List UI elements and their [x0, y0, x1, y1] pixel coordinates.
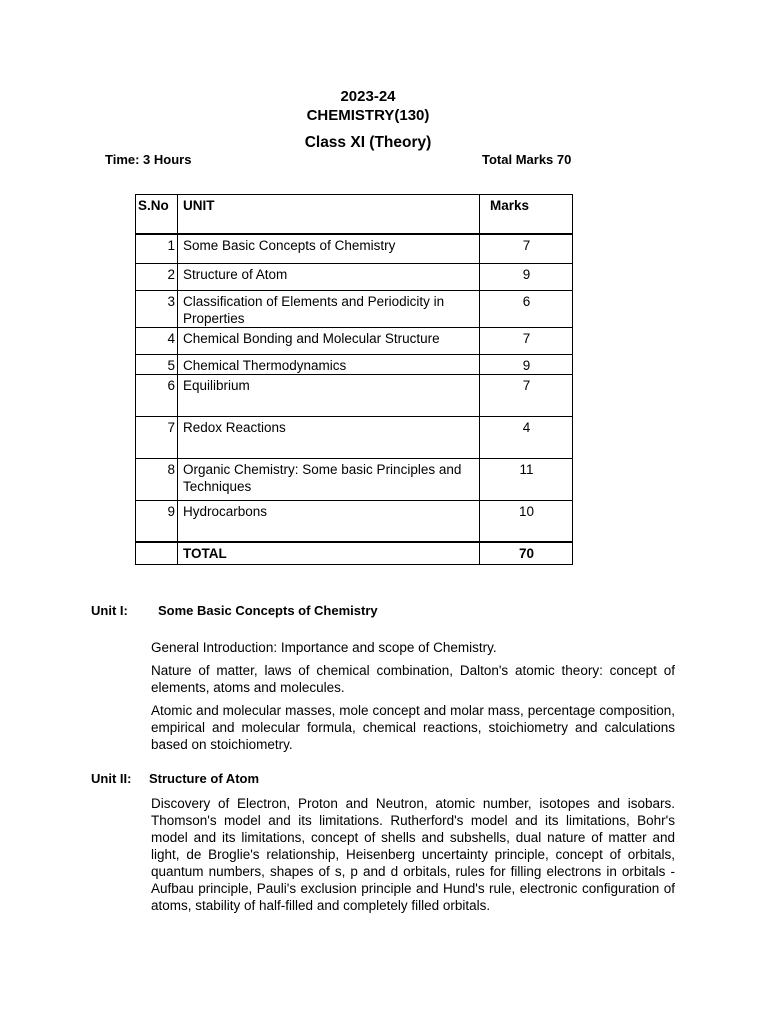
table-row [136, 263, 573, 290]
row-unit: Redox Reactions [178, 416, 480, 458]
exam-total-marks: Total Marks 70 [482, 152, 572, 167]
table-row [136, 500, 573, 542]
row-unit: Organic Chemistry: Some basic Principles and Techniques [178, 458, 480, 500]
exam-time: Time: 3 Hours [105, 152, 192, 167]
row-sno: 2 [136, 263, 178, 290]
header-marks: Marks [480, 195, 573, 235]
subject-title: CHEMISTRY(130) [306, 107, 430, 124]
row-marks: 6 [480, 290, 573, 327]
units-marks-table [135, 194, 573, 565]
row-marks: 10 [480, 500, 573, 542]
row-sno: 5 [136, 354, 178, 374]
total-label: TOTAL [178, 542, 480, 564]
total-sno-empty [136, 542, 178, 564]
table-header-row [136, 195, 573, 235]
row-unit: Structure of Atom [178, 263, 480, 290]
unit2-title: Structure of Atom [149, 771, 260, 786]
row-sno: 3 [136, 290, 178, 327]
row-marks: 7 [480, 234, 573, 263]
row-marks: 7 [480, 327, 573, 354]
row-marks: 9 [480, 354, 573, 374]
header-unit: UNIT [178, 195, 480, 235]
row-unit: Chemical Thermodynamics [178, 354, 480, 374]
unit2-paragraph: Discovery of Electron, Proton and Neutron, atomic number, isotopes and isobars. Thomson's model and its limitations. Rutherford's model and its limitations, Bohr's model and its limitations, concept of shells and subshells, dual nature of matter and light, de Broglie's relationship, Heisenberg uncertainty principle, concept of orbitals, quantum numbers, shapes of s, p and d orbitals, rules for filling electrons in orbitals - Aufbau principle, Pauli's exclusion principle and Hund's rule, electronic configuration of atoms, stability of half-filled and completely filled orbitals. [151, 796, 675, 913]
unit1-paragraph: Nature of matter, laws of chemical combination, Dalton's atomic theory: concept of elements, atoms and molecules. [151, 663, 675, 695]
row-marks: 7 [480, 374, 573, 416]
row-sno: 7 [136, 416, 178, 458]
table-row [136, 290, 573, 327]
table-row [136, 354, 573, 374]
unit2-heading [91, 771, 259, 786]
row-marks: 9 [480, 263, 573, 290]
unit1-paragraph: Atomic and molecular masses, mole concept and molar mass, percentage composition, empirical and molecular formula, chemical reactions, stoichiometry and calculations based on stoichiometry. [151, 703, 675, 752]
table-row [136, 234, 573, 263]
table-row [136, 416, 573, 458]
row-marks: 11 [480, 458, 573, 500]
row-unit: Equilibrium [178, 374, 480, 416]
total-marks-value: 70 [480, 542, 573, 564]
row-unit: Chemical Bonding and Molecular Structure [178, 327, 480, 354]
unit1-title: Some Basic Concepts of Chemistry [158, 603, 378, 618]
row-sno: 6 [136, 374, 178, 416]
row-unit: Some Basic Concepts of Chemistry [178, 234, 480, 263]
table-row [136, 458, 573, 500]
unit1-label: Unit I: [91, 603, 128, 618]
row-unit: Classification of Elements and Periodicity in Properties [178, 290, 480, 327]
table-row [136, 374, 573, 416]
table-total-row [136, 542, 573, 564]
academic-year: 2023-24 [340, 88, 396, 105]
unit1-heading [91, 603, 378, 618]
row-sno: 1 [136, 234, 178, 263]
row-sno: 9 [136, 500, 178, 542]
row-sno: 4 [136, 327, 178, 354]
row-sno: 8 [136, 458, 178, 500]
class-title: Class XI (Theory) [304, 134, 432, 151]
row-unit: Hydrocarbons [178, 500, 480, 542]
unit1-paragraph: General Introduction: Importance and scope of Chemistry. [151, 640, 497, 655]
unit2-label: Unit II: [91, 771, 132, 786]
row-marks: 4 [480, 416, 573, 458]
header-sno: S.No [136, 195, 178, 235]
table-row [136, 327, 573, 354]
